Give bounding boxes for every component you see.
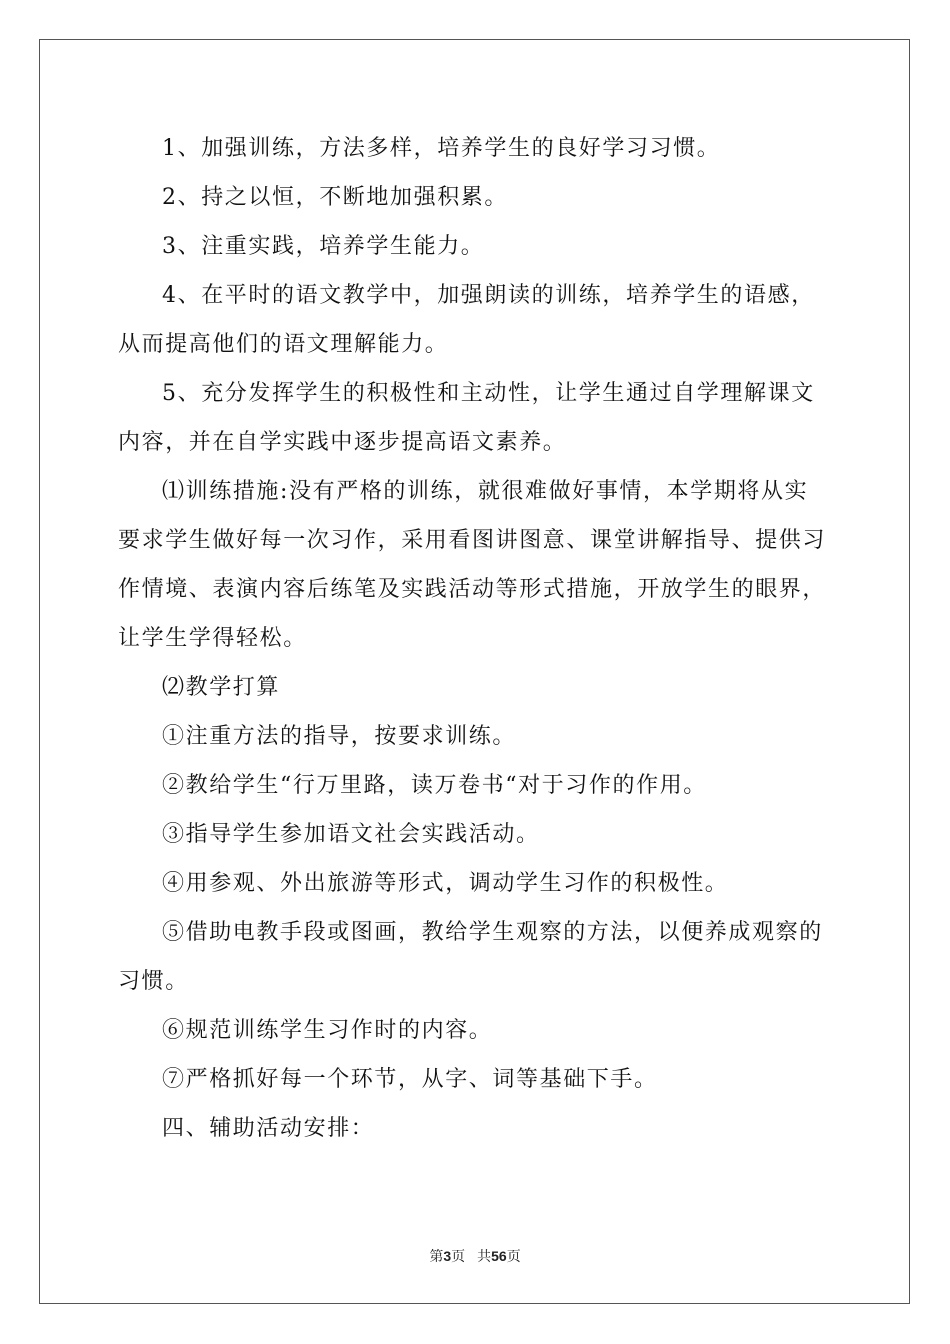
- paragraph: [118, 908, 838, 1006]
- total-suffix: 页: [506, 1249, 521, 1265]
- page-number: 3: [443, 1248, 452, 1264]
- paragraph: [118, 271, 838, 369]
- page-prefix: 第: [429, 1249, 444, 1265]
- paragraph: [118, 173, 838, 222]
- document-body: [118, 124, 838, 1153]
- paragraph-line: ⑵教学打算: [162, 675, 281, 700]
- paragraph-line: 要求学生做好每一次习作，采用看图讲图意、课堂讲解指导、提供习: [118, 528, 827, 553]
- total-prefix: 共: [477, 1249, 492, 1265]
- page-footer: [0, 1246, 950, 1266]
- paragraph-line: 让学生学得轻松。: [118, 626, 307, 651]
- paragraph-line: 四、辅助活动安排：: [162, 1116, 375, 1141]
- paragraph-line: 从而提高他们的语文理解能力。: [118, 332, 449, 357]
- paragraph-line: ④用参观、外出旅游等形式，调动学生习作的积极性。: [162, 871, 729, 896]
- paragraph: [118, 124, 838, 173]
- paragraph: [118, 467, 838, 663]
- total-pages: 56: [491, 1248, 507, 1264]
- paragraph-line: ③指导学生参加语文社会实践活动。: [162, 822, 540, 847]
- paragraph-line: ⑥规范训练学生习作时的内容。: [162, 1018, 493, 1043]
- paragraph: [118, 810, 838, 859]
- paragraph-line: 1、加强训练，方法多样，培养学生的良好学习习惯。: [162, 136, 721, 161]
- paragraph: [118, 859, 838, 908]
- paragraph-line: 3、注重实践，培养学生能力。: [162, 234, 485, 259]
- paragraph-line: 5、充分发挥学生的积极性和主动性，让学生通过自学理解课文: [162, 381, 815, 406]
- paragraph: [118, 663, 838, 712]
- paragraph: [118, 1055, 838, 1104]
- paragraph: [118, 761, 838, 810]
- paragraph-line: ⑤借助电教手段或图画，教给学生观察的方法，以便养成观察的: [162, 920, 823, 945]
- paragraph: [118, 369, 838, 467]
- paragraph-line: ①注重方法的指导，按要求训练。: [162, 724, 517, 749]
- paragraph-line: ②教给学生“行万里路，读万卷书“对于习作的作用。: [162, 773, 707, 798]
- paragraph-line: 内容，并在自学实践中逐步提高语文素养。: [118, 430, 567, 455]
- page-suffix: 页: [451, 1249, 466, 1265]
- paragraph-line: 2、持之以恒，不断地加强积累。: [162, 185, 508, 210]
- paragraph-line: 4、在平时的语文教学中，加强朗读的训练，培养学生的语感，: [162, 283, 815, 308]
- paragraph: [118, 1104, 838, 1153]
- paragraph: [118, 222, 838, 271]
- paragraph-line: 习惯。: [118, 969, 189, 994]
- paragraph-line: ⑦严格抓好每一个环节，从字、词等基础下手。: [162, 1067, 658, 1092]
- paragraph: [118, 1006, 838, 1055]
- paragraph: [118, 712, 838, 761]
- paragraph-line: 作情境、表演内容后练笔及实践活动等形式措施，开放学生的眼界，: [118, 577, 827, 602]
- paragraph-line: ⑴训练措施:没有严格的训练，就很难做好事情，本学期将从实: [162, 479, 809, 504]
